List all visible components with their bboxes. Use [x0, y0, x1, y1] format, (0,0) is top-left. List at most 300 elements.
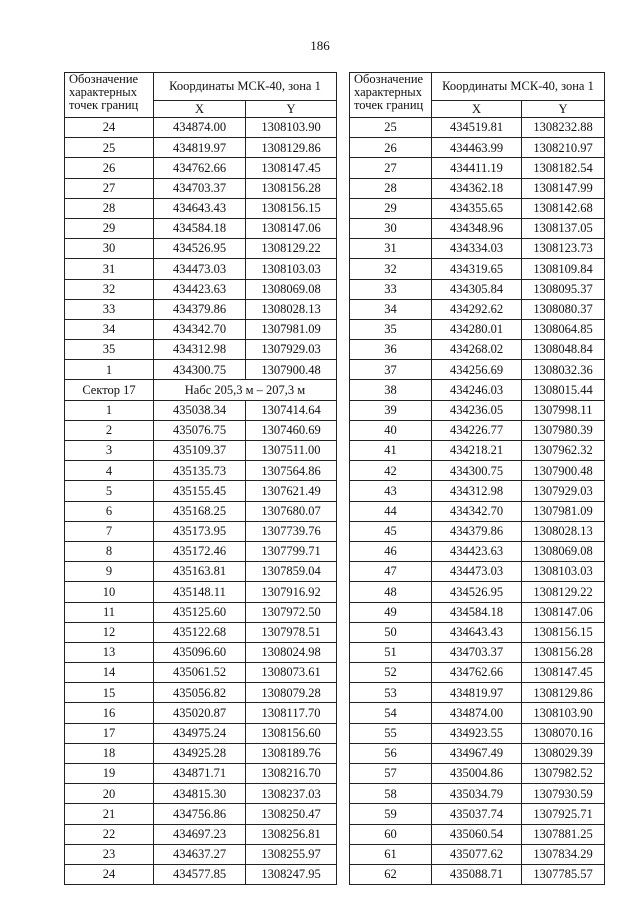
x-coordinate-cell: 435163.81	[154, 562, 246, 582]
point-number-cell: 24	[65, 118, 154, 138]
x-coordinate-cell: 435060.54	[432, 824, 522, 844]
table-row	[350, 562, 605, 582]
x-coordinate-cell: 434762.66	[154, 158, 246, 178]
table-row	[65, 824, 337, 844]
table-row	[350, 279, 605, 299]
point-number-cell: 34	[65, 319, 154, 339]
table-row	[65, 138, 337, 158]
y-coordinate-cell: 1307978.51	[246, 622, 337, 642]
y-coordinate-cell: 1307414.64	[246, 400, 337, 420]
y-coordinate-cell: 1308156.15	[246, 198, 337, 218]
x-coordinate-cell: 434218.21	[432, 441, 522, 461]
x-coordinate-cell: 434819.97	[154, 138, 246, 158]
point-number-cell: 38	[350, 380, 432, 400]
y-coordinate-cell: 1307900.48	[246, 360, 337, 380]
x-coordinate-cell: 435173.95	[154, 521, 246, 541]
table-row	[350, 400, 605, 420]
table-row	[65, 521, 337, 541]
table-row	[65, 602, 337, 622]
y-coordinate-cell: 1307680.07	[246, 501, 337, 521]
x-coordinate-cell: 434871.71	[154, 764, 246, 784]
table-row	[350, 824, 605, 844]
x-coordinate-cell: 434334.03	[432, 239, 522, 259]
x-header: X	[432, 101, 522, 118]
x-coordinate-cell: 434305.84	[432, 279, 522, 299]
x-coordinate-cell: 434463.99	[432, 138, 522, 158]
point-number-cell: 43	[350, 481, 432, 501]
y-coordinate-cell: 1308156.15	[522, 622, 605, 642]
table-row	[65, 622, 337, 642]
table-row	[350, 158, 605, 178]
x-coordinate-cell: 434342.70	[432, 501, 522, 521]
x-coordinate-cell: 435155.45	[154, 481, 246, 501]
point-number-cell: 25	[350, 118, 432, 138]
x-coordinate-cell: 434975.24	[154, 723, 246, 743]
coords-title-header: Координаты МСК-40, зона 1	[154, 73, 337, 101]
point-number-cell: 30	[350, 218, 432, 238]
table-row	[65, 864, 337, 884]
point-number-cell: 51	[350, 642, 432, 662]
table-row	[65, 178, 337, 198]
point-number-cell: 32	[350, 259, 432, 279]
y-coordinate-cell: 1308117.70	[246, 703, 337, 723]
table-row	[65, 400, 337, 420]
y-coordinate-cell: 1308064.85	[522, 319, 605, 339]
y-coordinate-cell: 1308147.06	[246, 218, 337, 238]
y-coordinate-cell: 1308129.22	[246, 239, 337, 259]
designation-header: Обозначение характерных точек границ	[350, 73, 432, 118]
designation-header: Обозначение характерных точек границ	[65, 73, 154, 118]
y-coordinate-cell: 1308069.08	[522, 541, 605, 561]
point-number-cell: 41	[350, 441, 432, 461]
x-header: X	[154, 101, 246, 118]
table-row	[350, 481, 605, 501]
x-coordinate-cell: 434643.43	[432, 622, 522, 642]
table-row	[350, 521, 605, 541]
point-number-cell: 62	[350, 864, 432, 884]
table-row	[350, 299, 605, 319]
x-coordinate-cell: 434526.95	[154, 239, 246, 259]
table-row	[65, 844, 337, 864]
point-number-cell: 5	[65, 481, 154, 501]
point-number-cell: 37	[350, 360, 432, 380]
table-row	[350, 360, 605, 380]
point-number-cell: 28	[65, 198, 154, 218]
table-body-left	[65, 118, 337, 885]
y-header: Y	[522, 101, 605, 118]
point-number-cell: 2	[65, 420, 154, 440]
point-number-cell: 19	[65, 764, 154, 784]
point-number-cell: 3	[65, 441, 154, 461]
y-coordinate-cell: 1307972.50	[246, 602, 337, 622]
y-coordinate-cell: 1308032.36	[522, 360, 605, 380]
page-number: 186	[310, 38, 330, 53]
table-row	[350, 541, 605, 561]
point-number-cell: 60	[350, 824, 432, 844]
point-number-cell: 18	[65, 743, 154, 763]
section-row	[65, 380, 337, 400]
x-coordinate-cell: 435168.25	[154, 501, 246, 521]
y-coordinate-cell: 1308250.47	[246, 804, 337, 824]
x-coordinate-cell: 435004.86	[432, 764, 522, 784]
table-row	[65, 501, 337, 521]
y-coordinate-cell: 1308069.08	[246, 279, 337, 299]
point-number-cell: 42	[350, 461, 432, 481]
point-number-cell: 57	[350, 764, 432, 784]
x-coordinate-cell: 434236.05	[432, 400, 522, 420]
point-number-cell: 10	[65, 582, 154, 602]
point-number-cell: 8	[65, 541, 154, 561]
x-coordinate-cell: 434423.63	[432, 541, 522, 561]
point-number-cell: 32	[65, 279, 154, 299]
point-number-cell: 23	[65, 844, 154, 864]
x-coordinate-cell: 434819.97	[432, 683, 522, 703]
x-coordinate-cell: 434355.65	[432, 198, 522, 218]
y-coordinate-cell: 1308147.06	[522, 602, 605, 622]
table-row	[350, 178, 605, 198]
table-row	[65, 784, 337, 804]
y-coordinate-cell: 1308103.03	[246, 259, 337, 279]
table-row	[65, 218, 337, 238]
y-coordinate-cell: 1308103.90	[522, 703, 605, 723]
x-coordinate-cell: 435172.46	[154, 541, 246, 561]
x-coordinate-cell: 434379.86	[154, 299, 246, 319]
table-row	[65, 764, 337, 784]
table-row	[350, 441, 605, 461]
x-coordinate-cell: 434967.49	[432, 743, 522, 763]
x-coordinate-cell: 435125.60	[154, 602, 246, 622]
point-number-cell: 33	[65, 299, 154, 319]
y-header: Y	[246, 101, 337, 118]
point-number-cell: 20	[65, 784, 154, 804]
table-row	[350, 864, 605, 884]
header-row	[350, 73, 605, 101]
table-row	[350, 804, 605, 824]
point-number-cell: 9	[65, 562, 154, 582]
y-coordinate-cell: 1307460.69	[246, 420, 337, 440]
table-row	[350, 138, 605, 158]
y-coordinate-cell: 1308129.86	[246, 138, 337, 158]
x-coordinate-cell: 435088.71	[432, 864, 522, 884]
table-row	[350, 319, 605, 339]
point-number-cell: 35	[65, 340, 154, 360]
x-coordinate-cell: 434342.70	[154, 319, 246, 339]
y-coordinate-cell: 1308147.99	[522, 178, 605, 198]
table-row	[65, 239, 337, 259]
point-number-cell: 61	[350, 844, 432, 864]
table-row	[350, 198, 605, 218]
y-coordinate-cell: 1307785.57	[522, 864, 605, 884]
table-row	[350, 259, 605, 279]
y-coordinate-cell: 1307739.76	[246, 521, 337, 541]
y-coordinate-cell: 1308210.97	[522, 138, 605, 158]
table-row	[65, 804, 337, 824]
y-coordinate-cell: 1308129.22	[522, 582, 605, 602]
y-coordinate-cell: 1308156.28	[246, 178, 337, 198]
x-coordinate-cell: 435056.82	[154, 683, 246, 703]
table-row	[65, 319, 337, 339]
x-coordinate-cell: 434362.18	[432, 178, 522, 198]
y-coordinate-cell: 1307621.49	[246, 481, 337, 501]
table-row	[350, 743, 605, 763]
table-row	[65, 582, 337, 602]
table-row	[350, 118, 605, 138]
y-coordinate-cell: 1308028.13	[246, 299, 337, 319]
x-coordinate-cell: 434925.28	[154, 743, 246, 763]
y-coordinate-cell: 1308103.03	[522, 562, 605, 582]
point-number-cell: 47	[350, 562, 432, 582]
coordinates-table-right	[349, 72, 605, 885]
y-coordinate-cell: 1308256.81	[246, 824, 337, 844]
x-coordinate-cell: 435135.73	[154, 461, 246, 481]
table-row	[65, 279, 337, 299]
y-coordinate-cell: 1307564.86	[246, 461, 337, 481]
x-coordinate-cell: 434423.63	[154, 279, 246, 299]
y-coordinate-cell: 1308156.28	[522, 642, 605, 662]
x-coordinate-cell: 434762.66	[432, 663, 522, 683]
x-coordinate-cell: 434473.03	[154, 259, 246, 279]
table-row	[65, 723, 337, 743]
table-row	[65, 562, 337, 582]
x-coordinate-cell: 434280.01	[432, 319, 522, 339]
x-coordinate-cell: 435034.79	[432, 784, 522, 804]
table-row	[65, 158, 337, 178]
y-coordinate-cell: 1307981.09	[522, 501, 605, 521]
y-coordinate-cell: 1308028.13	[522, 521, 605, 541]
point-number-cell: 24	[65, 864, 154, 884]
point-number-cell: 4	[65, 461, 154, 481]
y-coordinate-cell: 1307980.39	[522, 420, 605, 440]
x-coordinate-cell: 434312.98	[154, 340, 246, 360]
x-coordinate-cell: 434703.37	[154, 178, 246, 198]
point-number-cell: 53	[350, 683, 432, 703]
x-coordinate-cell: 435038.34	[154, 400, 246, 420]
x-coordinate-cell: 434319.65	[432, 259, 522, 279]
point-number-cell: 50	[350, 622, 432, 642]
x-coordinate-cell: 434268.02	[432, 340, 522, 360]
y-coordinate-cell: 1308255.97	[246, 844, 337, 864]
x-coordinate-cell: 434584.18	[154, 218, 246, 238]
point-number-cell: 35	[350, 319, 432, 339]
y-coordinate-cell: 1308247.95	[246, 864, 337, 884]
point-number-cell: 25	[65, 138, 154, 158]
y-coordinate-cell: 1308080.37	[522, 299, 605, 319]
y-coordinate-cell: 1307916.92	[246, 582, 337, 602]
table-row	[65, 198, 337, 218]
y-coordinate-cell: 1308189.76	[246, 743, 337, 763]
y-coordinate-cell: 1308129.86	[522, 683, 605, 703]
x-coordinate-cell: 434519.81	[432, 118, 522, 138]
x-coordinate-cell: 434473.03	[432, 562, 522, 582]
x-coordinate-cell: 434312.98	[432, 481, 522, 501]
x-coordinate-cell: 434300.75	[432, 461, 522, 481]
point-number-cell: 29	[65, 218, 154, 238]
table-row	[350, 723, 605, 743]
point-number-cell: 16	[65, 703, 154, 723]
table-row	[350, 703, 605, 723]
x-coordinate-cell: 434300.75	[154, 360, 246, 380]
point-number-cell: 36	[350, 340, 432, 360]
table-row	[65, 703, 337, 723]
y-coordinate-cell: 1307982.52	[522, 764, 605, 784]
point-number-cell: 56	[350, 743, 432, 763]
y-coordinate-cell: 1307799.71	[246, 541, 337, 561]
x-coordinate-cell: 434643.43	[154, 198, 246, 218]
y-coordinate-cell: 1308142.68	[522, 198, 605, 218]
y-coordinate-cell: 1308103.90	[246, 118, 337, 138]
table-row	[350, 844, 605, 864]
table-row	[350, 501, 605, 521]
point-number-cell: 17	[65, 723, 154, 743]
header-row	[65, 73, 337, 101]
point-number-cell: 27	[65, 178, 154, 198]
y-coordinate-cell: 1307859.04	[246, 562, 337, 582]
y-coordinate-cell: 1308237.03	[246, 784, 337, 804]
x-coordinate-cell: 435037.74	[432, 804, 522, 824]
point-number-cell: 27	[350, 158, 432, 178]
point-number-cell: 29	[350, 198, 432, 218]
table-row	[350, 642, 605, 662]
table-row	[65, 441, 337, 461]
y-coordinate-cell: 1308029.39	[522, 743, 605, 763]
point-number-cell: 21	[65, 804, 154, 824]
x-coordinate-cell: 435077.62	[432, 844, 522, 864]
point-number-cell: 54	[350, 703, 432, 723]
table-row	[350, 218, 605, 238]
y-coordinate-cell: 1307900.48	[522, 461, 605, 481]
point-number-cell: 31	[350, 239, 432, 259]
table-row	[350, 683, 605, 703]
point-number-cell: 1	[65, 400, 154, 420]
table-row	[65, 481, 337, 501]
x-coordinate-cell: 434923.55	[432, 723, 522, 743]
y-coordinate-cell: 1308232.88	[522, 118, 605, 138]
y-coordinate-cell: 1308147.45	[246, 158, 337, 178]
x-coordinate-cell: 434256.69	[432, 360, 522, 380]
table-row	[350, 622, 605, 642]
table-row	[65, 642, 337, 662]
y-coordinate-cell: 1308156.60	[246, 723, 337, 743]
y-coordinate-cell: 1308123.73	[522, 239, 605, 259]
table-row	[350, 663, 605, 683]
y-coordinate-cell: 1308015.44	[522, 380, 605, 400]
x-coordinate-cell: 434577.85	[154, 864, 246, 884]
x-coordinate-cell: 434584.18	[432, 602, 522, 622]
table-row	[65, 663, 337, 683]
table-row	[350, 602, 605, 622]
y-coordinate-cell: 1308095.37	[522, 279, 605, 299]
x-coordinate-cell: 434526.95	[432, 582, 522, 602]
y-coordinate-cell: 1308073.61	[246, 663, 337, 683]
x-coordinate-cell: 435122.68	[154, 622, 246, 642]
point-number-cell: 6	[65, 501, 154, 521]
x-coordinate-cell: 434697.23	[154, 824, 246, 844]
x-coordinate-cell: 434815.30	[154, 784, 246, 804]
table-row	[65, 118, 337, 138]
point-number-cell: 22	[65, 824, 154, 844]
point-number-cell: 48	[350, 582, 432, 602]
point-number-cell: 52	[350, 663, 432, 683]
y-coordinate-cell: 1308070.16	[522, 723, 605, 743]
point-number-cell: 12	[65, 622, 154, 642]
point-number-cell: 26	[65, 158, 154, 178]
table-row	[350, 340, 605, 360]
point-number-cell: 7	[65, 521, 154, 541]
table-row	[65, 259, 337, 279]
x-coordinate-cell: 434411.19	[432, 158, 522, 178]
y-coordinate-cell: 1307925.71	[522, 804, 605, 824]
table-row	[350, 764, 605, 784]
table-row	[350, 582, 605, 602]
point-number-cell: 58	[350, 784, 432, 804]
x-coordinate-cell: 434874.00	[154, 118, 246, 138]
y-coordinate-cell: 1308024.98	[246, 642, 337, 662]
x-coordinate-cell: 435061.52	[154, 663, 246, 683]
table-row	[350, 784, 605, 804]
x-coordinate-cell: 434292.62	[432, 299, 522, 319]
table-row	[65, 340, 337, 360]
point-number-cell: 13	[65, 642, 154, 662]
point-number-cell: 28	[350, 178, 432, 198]
point-number-cell: 49	[350, 602, 432, 622]
section-label: Сектор 17	[65, 380, 154, 400]
x-coordinate-cell: 435109.37	[154, 441, 246, 461]
coords-title-header: Координаты МСК-40, зона 1	[432, 73, 605, 101]
point-number-cell: 59	[350, 804, 432, 824]
x-coordinate-cell: 434637.27	[154, 844, 246, 864]
y-coordinate-cell: 1308048.84	[522, 340, 605, 360]
point-number-cell: 1	[65, 360, 154, 380]
table-row	[350, 239, 605, 259]
point-number-cell: 15	[65, 683, 154, 703]
x-coordinate-cell: 434756.86	[154, 804, 246, 824]
y-coordinate-cell: 1307834.29	[522, 844, 605, 864]
table-row	[65, 461, 337, 481]
x-coordinate-cell: 434246.03	[432, 380, 522, 400]
coordinates-table-left	[64, 72, 337, 885]
table-row	[350, 420, 605, 440]
point-number-cell: 30	[65, 239, 154, 259]
x-coordinate-cell: 435148.11	[154, 582, 246, 602]
table-row	[65, 743, 337, 763]
x-coordinate-cell: 435076.75	[154, 420, 246, 440]
y-coordinate-cell: 1307929.03	[246, 340, 337, 360]
y-coordinate-cell: 1308182.54	[522, 158, 605, 178]
x-coordinate-cell: 434703.37	[432, 642, 522, 662]
point-number-cell: 34	[350, 299, 432, 319]
point-number-cell: 11	[65, 602, 154, 622]
point-number-cell: 14	[65, 663, 154, 683]
y-coordinate-cell: 1308216.70	[246, 764, 337, 784]
point-number-cell: 33	[350, 279, 432, 299]
point-number-cell: 44	[350, 501, 432, 521]
y-coordinate-cell: 1308147.45	[522, 663, 605, 683]
x-coordinate-cell: 434348.96	[432, 218, 522, 238]
point-number-cell: 46	[350, 541, 432, 561]
table-body-right	[350, 118, 605, 885]
point-number-cell: 45	[350, 521, 432, 541]
x-coordinate-cell: 435096.60	[154, 642, 246, 662]
table-row	[65, 541, 337, 561]
y-coordinate-cell: 1307930.59	[522, 784, 605, 804]
y-coordinate-cell: 1308109.84	[522, 259, 605, 279]
section-elevation: Набс 205,3 м – 207,3 м	[154, 380, 337, 400]
table-row	[65, 360, 337, 380]
y-coordinate-cell: 1307981.09	[246, 319, 337, 339]
point-number-cell: 39	[350, 400, 432, 420]
point-number-cell: 26	[350, 138, 432, 158]
y-coordinate-cell: 1307881.25	[522, 824, 605, 844]
